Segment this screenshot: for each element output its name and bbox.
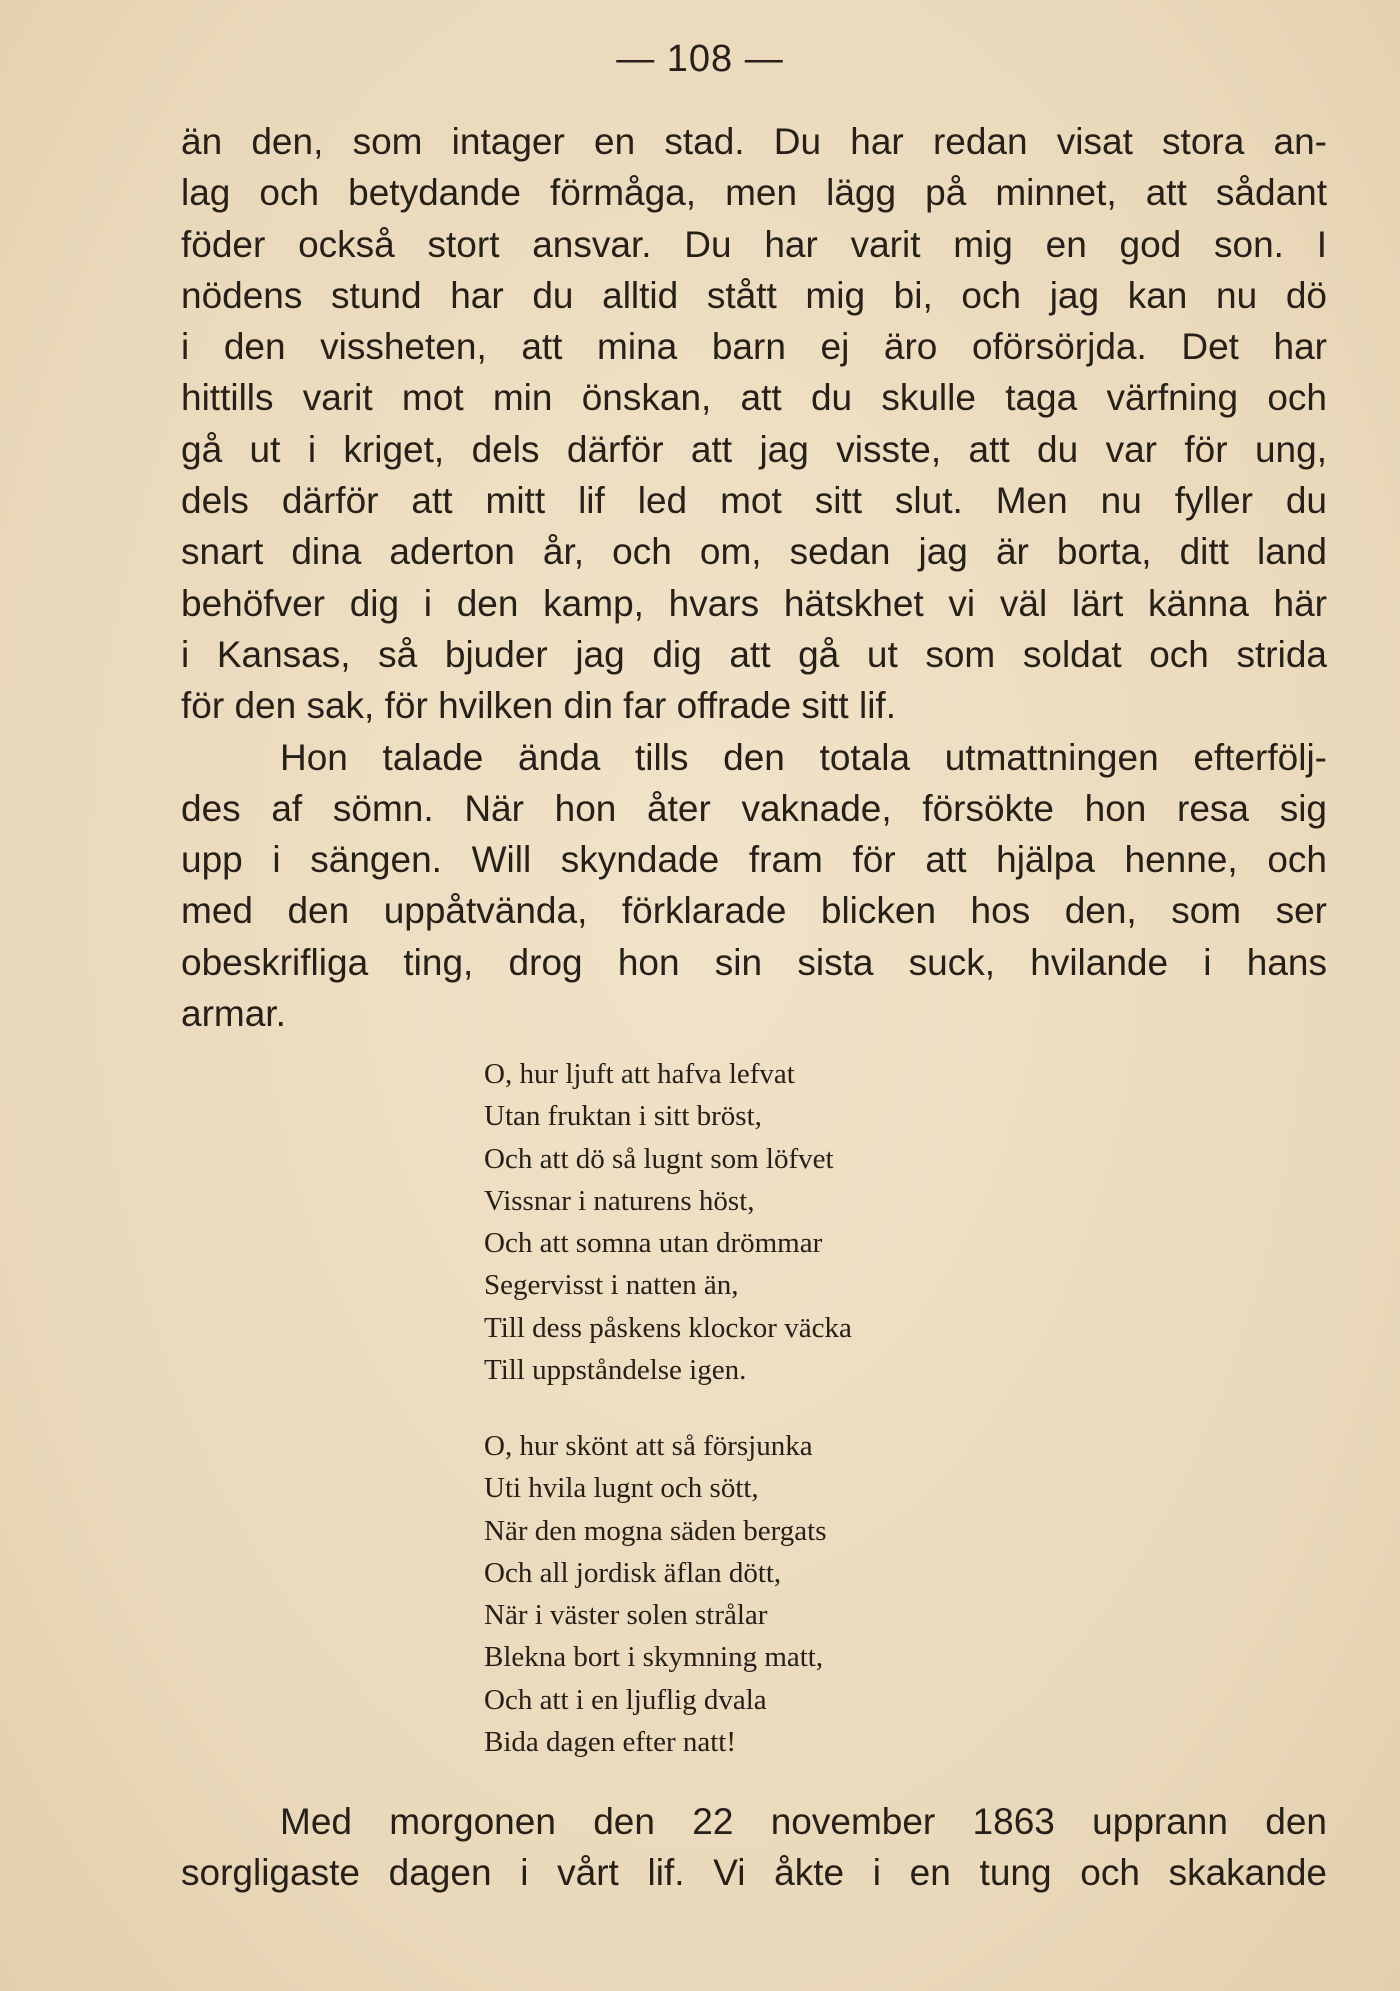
poem-line: Till uppståndelse igen. bbox=[484, 1354, 747, 1387]
poem-line: Och att dö så lugnt som löfvet bbox=[484, 1142, 834, 1175]
text-line: nödens stund har du alltid stått mig bi, och jag kan nu dö bbox=[181, 274, 1327, 316]
text-line: sorgligaste dagen i vårt lif. Vi åkte i en tung och skakande bbox=[181, 1852, 1327, 1894]
paragraph-block-bottom bbox=[181, 1796, 1327, 1899]
text-line: i Kansas, så bjuder jag dig att gå ut som soldat och strida bbox=[181, 633, 1327, 675]
poem-line: Vissnar i naturens höst, bbox=[484, 1184, 755, 1217]
paragraph-block-top bbox=[181, 116, 1327, 1039]
poem-line: Blekna bort i skymning matt, bbox=[484, 1641, 824, 1674]
poem-line: Utan fruktan i sitt bröst, bbox=[484, 1100, 762, 1133]
text-line: föder också stort ansvar. Du har varit mig en god son. I bbox=[181, 223, 1327, 265]
poem-line: Bida dagen efter natt! bbox=[484, 1726, 737, 1759]
poem-line: När i väster solen strålar bbox=[484, 1599, 768, 1632]
text-line: lag och betydande förmåga, men lägg på minnet, att sådant bbox=[181, 172, 1327, 214]
text-line: gå ut i kriget, dels därför att jag visste, att du var för ung, bbox=[181, 428, 1327, 470]
text-line: upp i sängen. Will skyndade fram för att hjälpa henne, och bbox=[181, 839, 1327, 881]
text-line: med den uppåtvända, förklarade blicken hos den, som ser bbox=[181, 890, 1327, 932]
text-line: i den vissheten, att mina barn ej äro oförsörjda. Det har bbox=[181, 326, 1327, 368]
text-line: armar. bbox=[181, 993, 286, 1035]
text-line: behöfver dig i den kamp, hvars hätskhet vi väl lärt känna här bbox=[181, 582, 1327, 624]
poem-line: Och att i en ljuflig dvala bbox=[484, 1683, 767, 1716]
text-line: des af sömn. När hon åter vaknade, försökte hon resa sig bbox=[181, 787, 1327, 829]
text-line: dels därför att mitt lif led mot sitt slut. Men nu fyller du bbox=[181, 480, 1327, 522]
text-line: än den, som intager en stad. Du har redan visat stora an- bbox=[181, 121, 1327, 162]
text-line: för den sak, för hvilken din far offrade sitt lif. bbox=[181, 685, 896, 727]
poem-stanza-2 bbox=[484, 1425, 1044, 1763]
poem-line: O, hur ljuft att hafva lefvat bbox=[484, 1058, 795, 1090]
poem-stanza-1 bbox=[484, 1053, 1044, 1391]
poem-line: O, hur skönt att så försjunka bbox=[484, 1430, 813, 1462]
poem-line: Och all jordisk äflan dött, bbox=[484, 1556, 782, 1589]
text-line: obeskrifliga ting, drog hon sin sista suck, hvilande i hans bbox=[181, 941, 1327, 983]
text-line: Med morgonen den 22 november 1863 upprann den bbox=[280, 1801, 1327, 1842]
poem-line: Och att somna utan drömmar bbox=[484, 1227, 823, 1260]
text-line: snart dina aderton år, och om, sedan jag är borta, ditt land bbox=[181, 531, 1327, 573]
poem-line: Segervisst i natten än, bbox=[484, 1269, 739, 1302]
text-line: Hon talade ända tills den totala utmattningen efterfölj- bbox=[280, 736, 1327, 778]
page-number: — 108 — bbox=[616, 38, 784, 80]
poem-line: Uti hvila lugnt och sött, bbox=[484, 1472, 759, 1505]
poem-line: Till dess påskens klockor väcka bbox=[484, 1311, 852, 1344]
poem-line: När den mogna säden bergats bbox=[484, 1514, 827, 1547]
text-line: hittills varit mot min önskan, att du skulle taga värfning och bbox=[181, 377, 1327, 419]
